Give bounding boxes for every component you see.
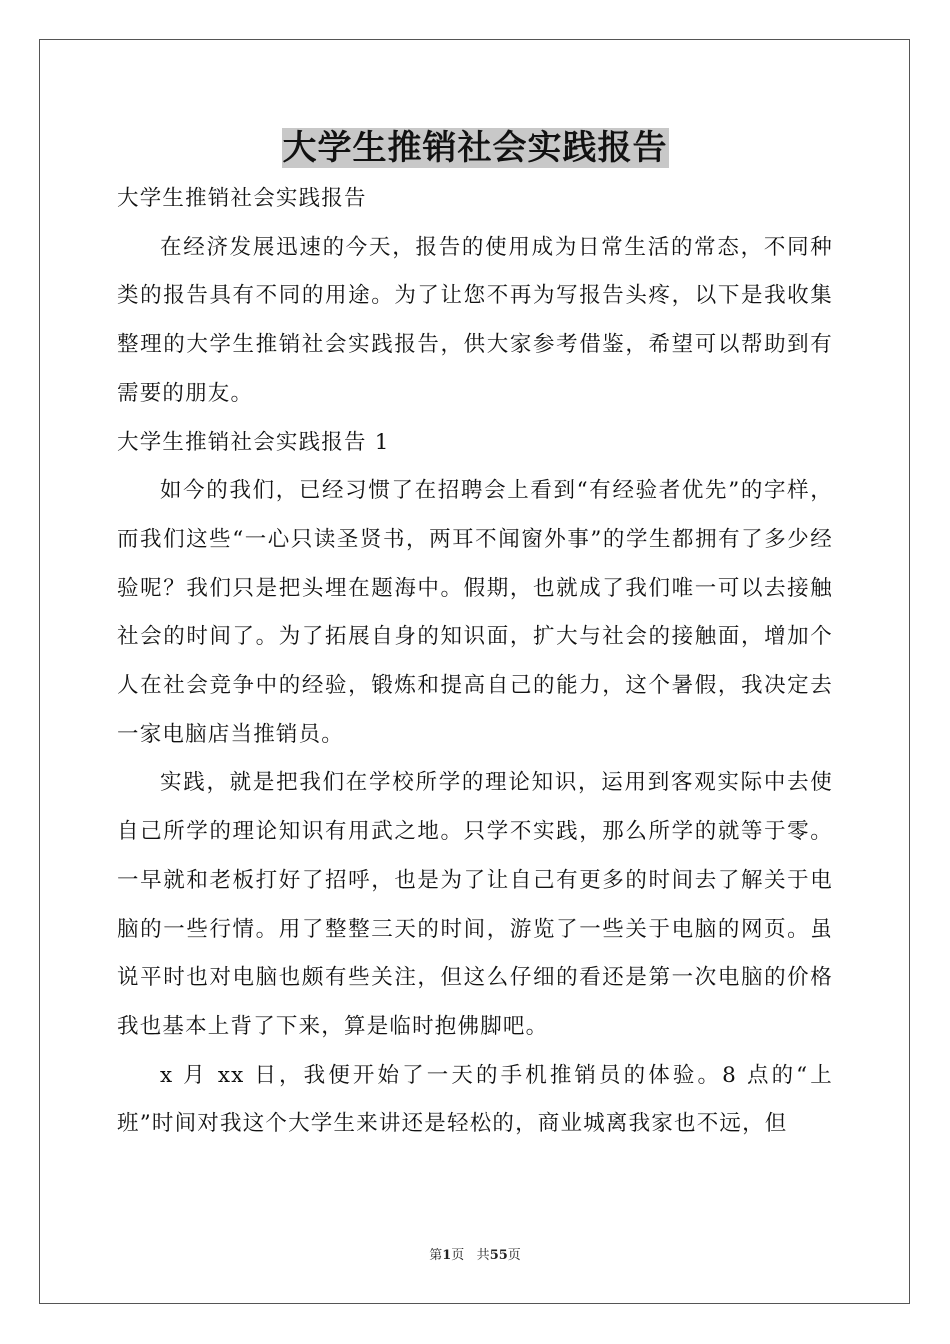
paragraph-body: 实践，就是把我们在学校所学的理论知识，运用到客观实际中去使自己所学的理论知识有用武之地。只学不实践，那么所学的就等于零。一早就和老板打好了招呼，也是为了让自己有更多的时间去了解关于电脑的一些行情。用了整整三天的时间，游览了一些关于电脑的网页。虽说平时也对电脑也颇有些关注，但这么仔细的看还是第一次电脑的价格我也基本上背了下来，算是临时抱佛脚吧。: [117, 770, 833, 1039]
footer-total-pages: 55: [489, 1248, 508, 1263]
paragraph-intro: 在经济发展迅速的今天，报告的使用成为日常生活的常态，不同种类的报告具有不同的用途。为了让您不再为写报告头疼，以下是我收集整理的大学生推销社会实践报告，供大家参考借鉴，希望可以帮助到有需要的朋友。: [117, 234, 833, 406]
footer-page-prefix: 第: [429, 1248, 443, 1263]
footer-total-suffix: 页: [507, 1248, 521, 1263]
footer-page-mid: 页: [451, 1248, 465, 1263]
footer-page-number: 1: [442, 1248, 452, 1263]
document-title-text: 大学生推销社会实践报告: [282, 128, 668, 168]
document-title: [0, 125, 950, 171]
paragraph-body: x 月 xx 日，我便开始了一天的手机推销员的体验。8 点的“上班”时间对我这个大学生来讲还是轻松的，商业城离我家也不远，但: [117, 1062, 833, 1137]
document-body: [117, 175, 833, 1149]
footer-total-prefix: 共: [476, 1248, 490, 1263]
page-footer: [0, 1248, 950, 1264]
paragraph-subtitle: 大学生推销社会实践报告: [117, 186, 367, 211]
paragraph-section-heading: 大学生推销社会实践报告 1: [117, 429, 390, 455]
paragraph-body: 如今的我们，已经习惯了在招聘会上看到“有经验者优先”的字样，而我们这些“一心只读圣贤书，两耳不闻窗外事”的学生都拥有了多少经验呢？我们只是把头埋在题海中。假期，也就成了我们唯一可以去接触社会的时间了。为了拓展自身的知识面，扩大与社会的接触面，增加个人在社会竞争中的经验，锻炼和提高自己的能力，这个暑假，我决定去一家电脑店当推销员。: [117, 478, 833, 747]
